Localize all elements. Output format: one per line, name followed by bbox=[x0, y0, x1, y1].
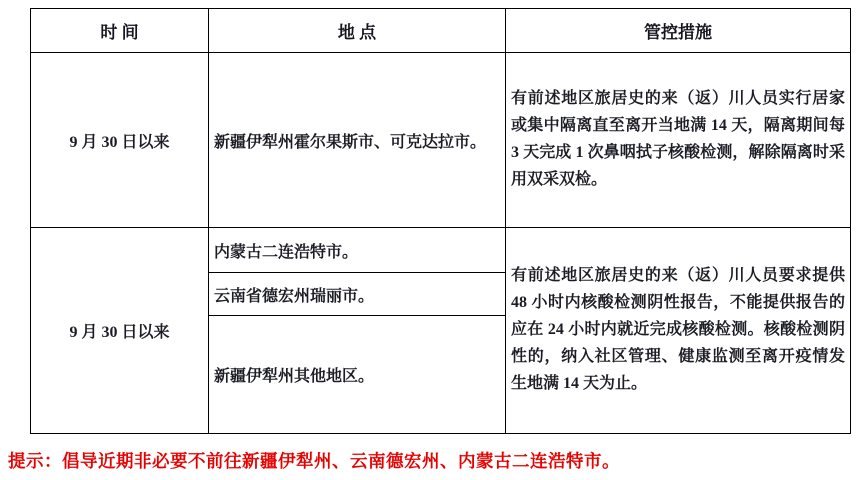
table-row bbox=[31, 53, 851, 228]
row2-location-1: 内蒙古二连浩特市。 bbox=[209, 228, 506, 273]
header-time: 时 间 bbox=[31, 9, 209, 53]
header-measure: 管控措施 bbox=[506, 9, 851, 53]
row1-time: 9 月 30 日以来 bbox=[31, 53, 209, 228]
row1-measure: 有前述地区旅居史的来（返）川人员实行居家或集中隔离直至离开当地满 14 天，隔离期间每 3 天完成 1 次鼻咽拭子核酸检测，解除隔离时采用双采双检。 bbox=[506, 53, 851, 228]
row1-location: 新疆伊犁州霍尔果斯市、可克达拉市。 bbox=[209, 53, 506, 228]
row2-time: 9 月 30 日以来 bbox=[31, 228, 209, 434]
row2-location-2: 云南省德宏州瑞丽市。 bbox=[209, 273, 506, 316]
header-place: 地 点 bbox=[209, 9, 506, 53]
table-row bbox=[31, 228, 851, 273]
control-measures-table bbox=[30, 8, 851, 434]
table-header-row bbox=[31, 9, 851, 53]
advisory-note: 提示：倡导近期非必要不前往新疆伊犁州、云南德宏州、内蒙古二连浩特市。 bbox=[8, 451, 620, 471]
row2-location-3: 新疆伊犁州其他地区。 bbox=[209, 316, 506, 434]
row2-measure: 有前述地区旅居史的来（返）川人员要求提供 48 小时内核酸检测阴性报告，不能提供报告的应在 24 小时内就近完成核酸检测。核酸检测阴性的，纳入社区管理、健康监测至离开疫情发生地满 14 天为止。 bbox=[506, 228, 851, 434]
